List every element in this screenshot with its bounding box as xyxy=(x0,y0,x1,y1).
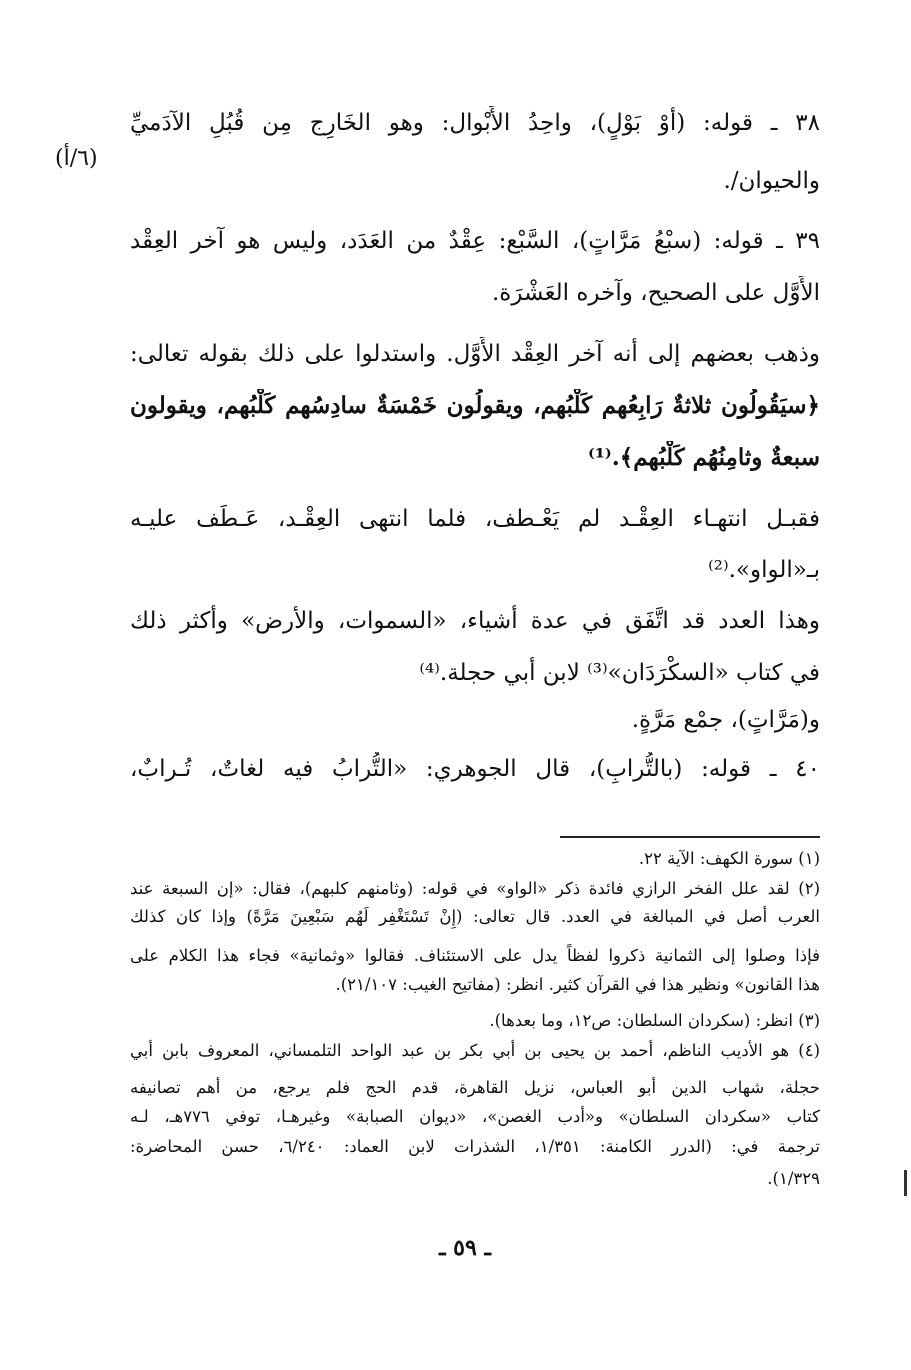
page-number: ـ ٥٩ ـ xyxy=(439,1235,491,1261)
footnote-line: العرب أصل في المبالغة في العدد. قال تعالى: (إِنْ تَسْتَغْفِر لَهُم سَبْعِينَ مَرَّةً) وإذا كان كذلك xyxy=(130,907,820,926)
text-line: فقبـل انتهـاء العِقْـد لم يَعْـطف، فلما انتهى العِقْـد، عَـطَف عليـه xyxy=(130,506,820,532)
text-line: وهذا العدد قد اتَّفَق في عدة أشياء، «السموات، والأرض» وأكثر ذلك xyxy=(130,608,820,634)
footnote-line: حجلة، شهاب الدين أبو العباس، نزيل القاهرة، قدم الحج فلم يرجع، من أهم تصانيفه xyxy=(130,1078,820,1097)
footnote-line: (٣) انظر: (سكردان السلطان: ص١٢، وما بعدها). xyxy=(489,1011,820,1030)
scan-artifact xyxy=(904,1170,907,1196)
footnote-line: (٤) هو الأديب الناظم، أحمد بن يحيى بن أبي بكر بن عبد الواحد التلمساني، المعروف بابن أبي xyxy=(130,1041,820,1060)
text-line: ٤٠ ـ قوله: (بالتُّرابِ)، قال الجوهري: «التُّرابُ فيه لغاتٌ، تُـرابٌ، xyxy=(130,756,820,782)
footnote-line: كتاب «سكردان السلطان» و«أدب الغصن»، «ديوان الصبابة» وغيرهـا، توفي ٧٧٦هـ، لـه xyxy=(130,1107,820,1126)
text-line: وذهب بعضهم إلى أنه آخر العِقْد الأَوَّل. واستدلوا على ذلك بقوله تعالى: xyxy=(130,341,820,367)
text-line: بـ«الواو».⁽²⁾ xyxy=(708,557,820,583)
footnote-line: ترجمة في: (الدرر الكامنة: ١/٣٥١، الشذرات لابن العماد: ٦/٢٤٠، حسن المحاضرة: xyxy=(130,1137,820,1156)
text-line: ٣٩ ـ قوله: (سبْعُ مَرَّاتٍ)، السَّبْع: عِقْدٌ من العَدَد، وليس هو آخر العِقْد xyxy=(130,228,820,254)
text-line: في كتاب «السكْرَدَان»⁽³⁾ لابن أبي حجلة.⁽⁴⁾ xyxy=(419,660,820,686)
margin-reference: (٦/أ) xyxy=(55,146,98,171)
footnote-line: فإذا وصلوا إلى الثمانية ذكروا لفظاً يدل على الاستئناف. فقالوا «وثمانية» فجاء هذا الكلام على xyxy=(130,946,820,965)
text-line: ٣٨ ـ قوله: (أَوْ بَوْلٍ)، واحِدُ الأَبْوال: وهو الخَارِج مِن قُبُلِ الآدَميِّ xyxy=(130,110,820,136)
quran-verse-line: سبعةٌ وثامِنُهُم كَلْبُهم﴾.⁽¹⁾ xyxy=(587,444,820,471)
footnote-line: (١) سورة الكهف: الآية ٢٢. xyxy=(638,849,820,868)
text-line: والحيوان/. xyxy=(723,168,820,194)
footnote-line: ١/٣٢٩). xyxy=(767,1169,820,1188)
footnote-separator xyxy=(560,836,820,838)
quran-verse-line: ﴿سيَقُولُون ثلاثةٌ رَابِعُهم كَلْبُهم، ويقولُون خَمْسَةٌ سادِسُهم كَلْبُهم، ويقولون xyxy=(130,392,820,419)
text-line: الأَوَّل على الصحيح، وآخره العَشْرَة. xyxy=(492,280,820,306)
text-line: و(مَرَّاتٍ)، جمْع مَرَّةٍ. xyxy=(631,707,820,733)
footnote-line: هذا القانون» ونظير هذا في القرآن كثير. انظر: (مفاتيح الغيب: ٢١/١٠٧). xyxy=(335,975,820,994)
footnote-line: (٢) لقد علل الفخر الرازي فائدة ذكر «الواو» في قوله: (وثامنهم كلبهم)، فقال: «إن السبعة عند xyxy=(130,879,820,898)
